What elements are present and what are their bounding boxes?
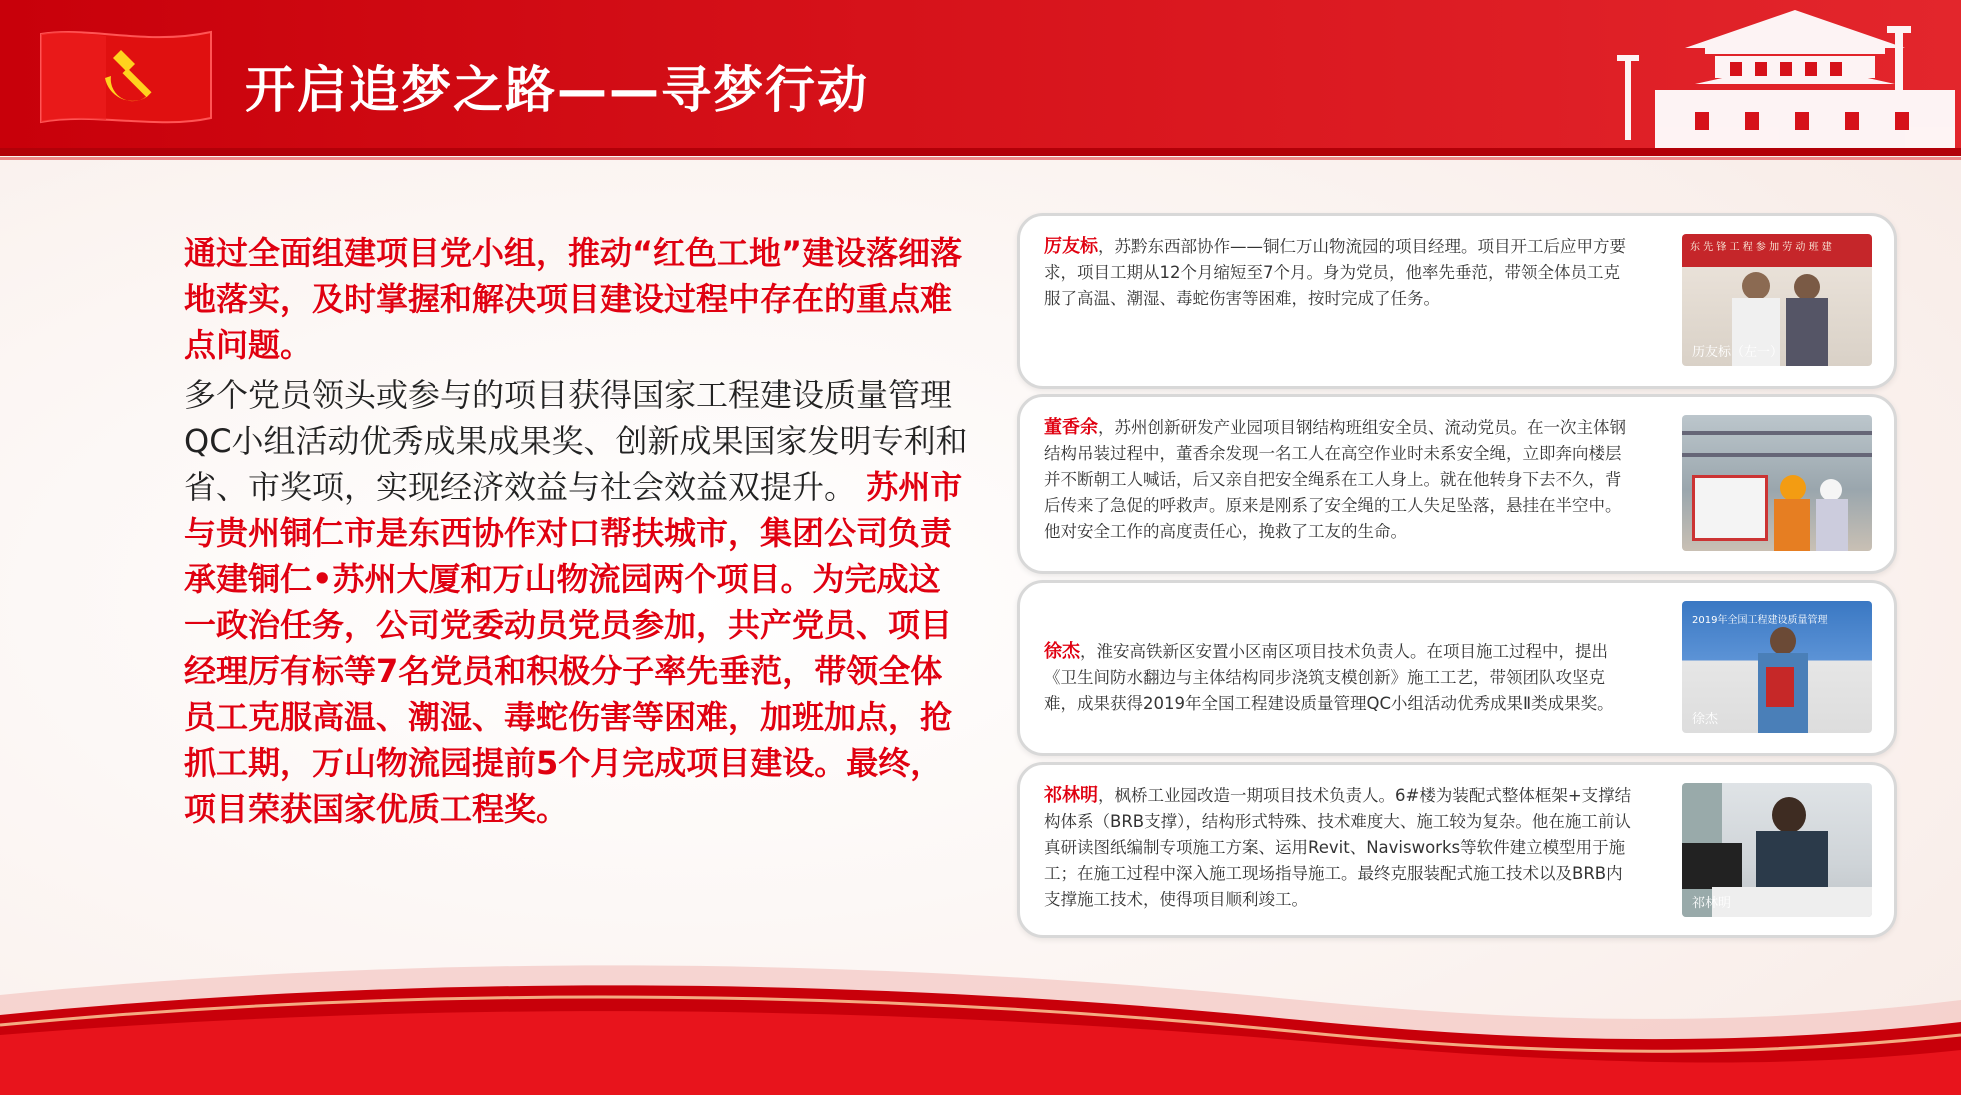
intro-highlight: 通过全面组建项目党小组，推动“红色工地”建设落细落地落实，及时掌握和解决项目建设过程中存在的重点难点问题。: [184, 234, 963, 364]
photo-caption: 徐杰: [1692, 712, 1719, 727]
profile-card: [1017, 762, 1897, 938]
photo-xujie: [1682, 601, 1872, 733]
card-description: ，枫桥工业园改造一期项目技术负责人。6#楼为装配式整体框架+支撑结构体系（BRB支撑），结构形式特殊、技术难度大、施工较为复杂。他在施工前认真研读图纸编制专项施工方案、运用Revit、Navisworks等软件建立模型用于施工；在施工过程中深入施工现场指导施工。最终克服装配式施工技术以及BRB内支撑施工技术，使得项目顺利竣工。: [1044, 786, 1632, 909]
card-description: ，苏州创新研发产业园项目钢结构班组安全员、流动党员。在一次主体钢结构吊装过程中，董香余发现一名工人在高空作业时未系安全绳，立即奔向楼层并不断朝工人喊话，后又亲自把安全绳系在工人身上。就在他转身下去不久，背后传来了急促的呼救声。原来是刚系了安全绳的工人失足坠落，悬挂在半空中。他对安全工作的高度责任心，挽救了工友的生命。: [1044, 418, 1626, 541]
card-text: [1044, 234, 1634, 312]
page-title: 开启追梦之路——寻梦行动: [245, 61, 869, 119]
bottom-wave-decoration: [0, 940, 1961, 1095]
photo-banner: 2019年全国工程建设质量管理: [1692, 615, 1828, 626]
header-divider-thin: [0, 157, 1961, 160]
photo-banner: 东 先 锋 工 程 参 加 劳 动 班 建: [1690, 242, 1832, 253]
photo-caption: 历友标（左一）: [1692, 345, 1784, 360]
party-flag-icon: [36, 26, 216, 126]
person-name: 董香余: [1044, 417, 1098, 438]
intro-text: [120, 230, 970, 832]
card-text: [1044, 415, 1634, 545]
card-text: [1044, 783, 1634, 913]
card-description: ，苏黔东西部协作——铜仁万山物流园的项目经理。项目开工后应甲方要求，项目工期从12个月缩短至7个月。身为党员，他率先垂范，带领全体员工克服了高温、潮湿、毒蛇伤害等困难，按时完成了任务。: [1044, 237, 1626, 308]
profile-card: [1017, 394, 1897, 574]
profile-card: [1017, 213, 1897, 389]
photo-caption: 祁林明: [1692, 896, 1732, 911]
profile-card: [1017, 580, 1897, 756]
person-name: 祁林明: [1044, 785, 1098, 806]
tiananmen-gate-icon: [1595, 0, 1961, 148]
card-description: ，淮安高铁新区安置小区南区项目技术负责人。在项目施工过程中，提出《卫生间防水翻边与主体结构同步浇筑支模创新》施工工艺，带领团队攻坚克难，成果获得2019年全国工程建设质量管理QC小组活动优秀成果Ⅱ类成果奖。: [1044, 642, 1614, 713]
photo-liyoubiao: [1682, 234, 1872, 366]
header-divider: [0, 148, 1961, 156]
intro-normal: 多个党员领头或参与的项目获得国家工程建设质量管理QC小组活动优秀成果成果奖、创新成果国家发明专利和省、市奖项，实现经济效益与社会效益双提升。: [184, 376, 968, 506]
person-name: 厉友标: [1044, 236, 1098, 257]
person-name: 徐杰: [1044, 641, 1080, 662]
intro-paragraph: [120, 372, 970, 832]
photo-qilinming: [1682, 783, 1872, 917]
card-text: [1044, 639, 1634, 717]
photo-dongxiangyu: [1682, 415, 1872, 551]
intro-red: 苏州市与贵州铜仁市是东西协作对口帮扶城市，集团公司负责承建铜仁•苏州大厦和万山物流园两个项目。为完成这一政治任务，公司党委动员党员参加，共产党员、项目经理厉有标等7名党员和积极分子率先垂范，带领全体员工克服高温、潮湿、毒蛇伤害等困难，加班加点，抢抓工期，万山物流园提前5个月完成项目建设。最终，项目荣获国家优质工程奖。: [184, 468, 963, 828]
